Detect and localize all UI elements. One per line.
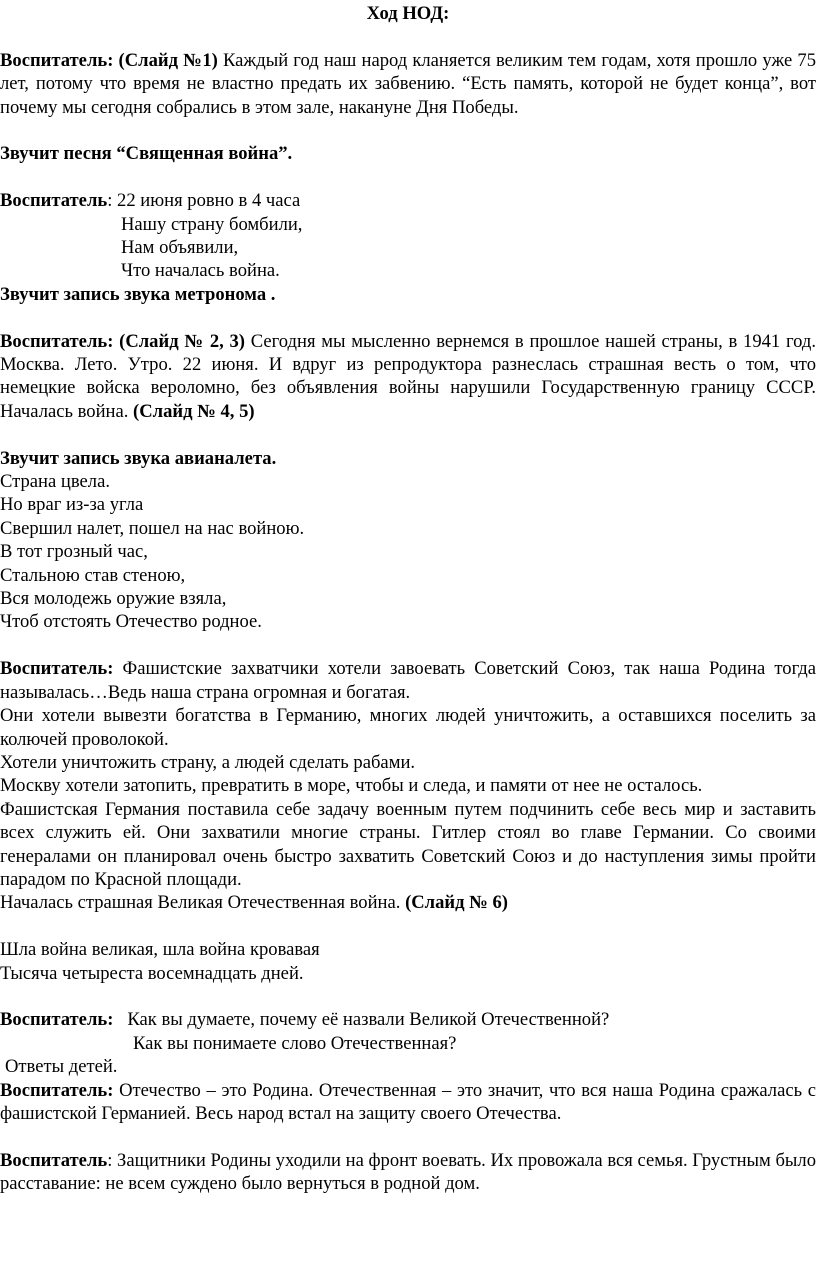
poem-line: Но враг из-за угла	[0, 494, 144, 516]
poem-line: В тот грозный час,	[0, 541, 148, 563]
speaker-label: Воспитатель:	[0, 1079, 114, 1101]
paragraph-text: Началась страшная Великая Отечественная война.	[0, 892, 406, 914]
poem-line: Чтоб отстоять Отечество родное.	[0, 611, 262, 633]
children-answers: Ответы детей.	[5, 1056, 118, 1078]
poem-line: Что началась война.	[121, 260, 280, 282]
poem-line: Шла война великая, шла война кровавая	[0, 939, 320, 961]
paragraph-slide-2-3	[0, 330, 816, 424]
paragraph-invaders	[0, 657, 816, 704]
paragraph-war-start	[0, 891, 816, 914]
question-text: Как вы думаете, почему её назвали Великой Отечественной?	[113, 1009, 610, 1031]
cue-text: Звучит песня “Священная война”.	[0, 143, 293, 165]
question-line: Как вы понимаете слово Отечественная?	[133, 1032, 457, 1054]
cue-text: Звучит запись звука авианалета.	[0, 447, 277, 469]
poem-line: Нашу страну бомбили,	[121, 213, 303, 235]
spacer	[0, 915, 816, 938]
paragraph-fatherland	[0, 1079, 816, 1126]
spacer	[0, 634, 816, 657]
paragraph-text: Фашистские захватчики хотели завоевать Советский Союз, так наша Родина тогда называлась…Ведь наша страна огромная и богатая.	[0, 658, 816, 703]
cue-metronome	[0, 283, 816, 306]
cue-text: Звучит запись звука метронома .	[0, 283, 276, 305]
cue-song	[0, 142, 816, 165]
speaker-label: Воспитатель	[0, 1149, 108, 1171]
paragraph-text: Сегодня мы мысленно вернемся в прошлое нашей страны, в 1941 год. Москва. Лето. Утро. 22 июня. И вдруг из репродуктора разнеслась страшная весть о том, что немецкие войска вероломно, без объявления войны нарушили Государственную границу СССР. Началась война.	[0, 330, 816, 422]
slide-reference: (Слайд № 6)	[405, 892, 508, 914]
paragraph-defenders	[0, 1149, 816, 1196]
poem-line: Свершил налет, пошел на нас войною.	[0, 517, 305, 539]
paragraph-text: Москву хотели затопить, превратить в море, чтобы и следа, и памяти от нее не осталось.	[0, 775, 703, 797]
spacer	[0, 166, 816, 189]
paragraph-text: Они хотели вывезти богатства в Германию, многих людей уничтожить, а оставшихся поселить за колючей проволокой.	[0, 705, 816, 750]
spacer	[0, 1125, 816, 1148]
slide-reference: (Слайд № 4, 5)	[133, 400, 255, 422]
spacer	[0, 423, 816, 446]
speaker-label: Воспитатель:	[0, 658, 114, 680]
poem-line: Вся молодежь оружие взяла,	[0, 588, 227, 610]
page-title: Ход НОД:	[366, 3, 450, 24]
poem-line: Нам объявили,	[121, 237, 239, 259]
speaker-label: Воспитатель	[0, 190, 108, 212]
paragraph-text: Хотели уничтожить страну, а людей сделать рабами.	[0, 751, 416, 773]
document-page	[0, 2, 816, 1196]
speaker-label: Воспитатель: (Слайд № 2, 3)	[0, 330, 245, 352]
paragraph-text: Каждый год наш народ кланяется великим тем годам, хотя прошло уже 75 лет, потому что время не властно предать их забвению. “Есть память, которой не будет конца”, вот почему мы сегодня собрались в этом зале, накануне Дня Победы.	[0, 49, 816, 118]
spacer	[0, 119, 816, 142]
speaker-label: Воспитатель: (Слайд №1)	[0, 49, 218, 71]
poem-line	[0, 189, 816, 212]
spacer	[0, 25, 816, 48]
poem-line: Стальною став стеною,	[0, 564, 186, 586]
paragraph-text: : Защитники Родины уходили на фронт воевать. Их провожала вся семья. Грустным было расставание: не всем суждено было вернуться в родной дом.	[0, 1149, 816, 1195]
poem-line: Страна цвела.	[0, 471, 110, 493]
question-line	[0, 1008, 816, 1031]
spacer	[0, 306, 816, 329]
speaker-label: Воспитатель:	[0, 1009, 114, 1031]
paragraph-text: Фашистская Германия поставила себе задачу военным путем подчинить себе весь мир и заставить всех служить ей. Они захватили многие страны. Гитлер стоял во главе Германии. Со своими генералами он планировал очень быстро захватить Советский Союз и до наступления зимы пройти парадом по Красной площади.	[0, 798, 816, 890]
cue-air-raid	[0, 447, 816, 470]
paragraph-text: Отечество – это Родина. Отечественная – это значит, что вся наша Родина сражалась с фашистской Германией. Весь народ встал на защиту своего Отечества.	[0, 1079, 816, 1124]
spacer	[0, 985, 816, 1008]
paragraph-intro	[0, 49, 816, 119]
poem-text: : 22 июня ровно в 4 часа	[107, 190, 301, 212]
poem-line: Тысяча четыреста восемнадцать дней.	[0, 962, 304, 984]
